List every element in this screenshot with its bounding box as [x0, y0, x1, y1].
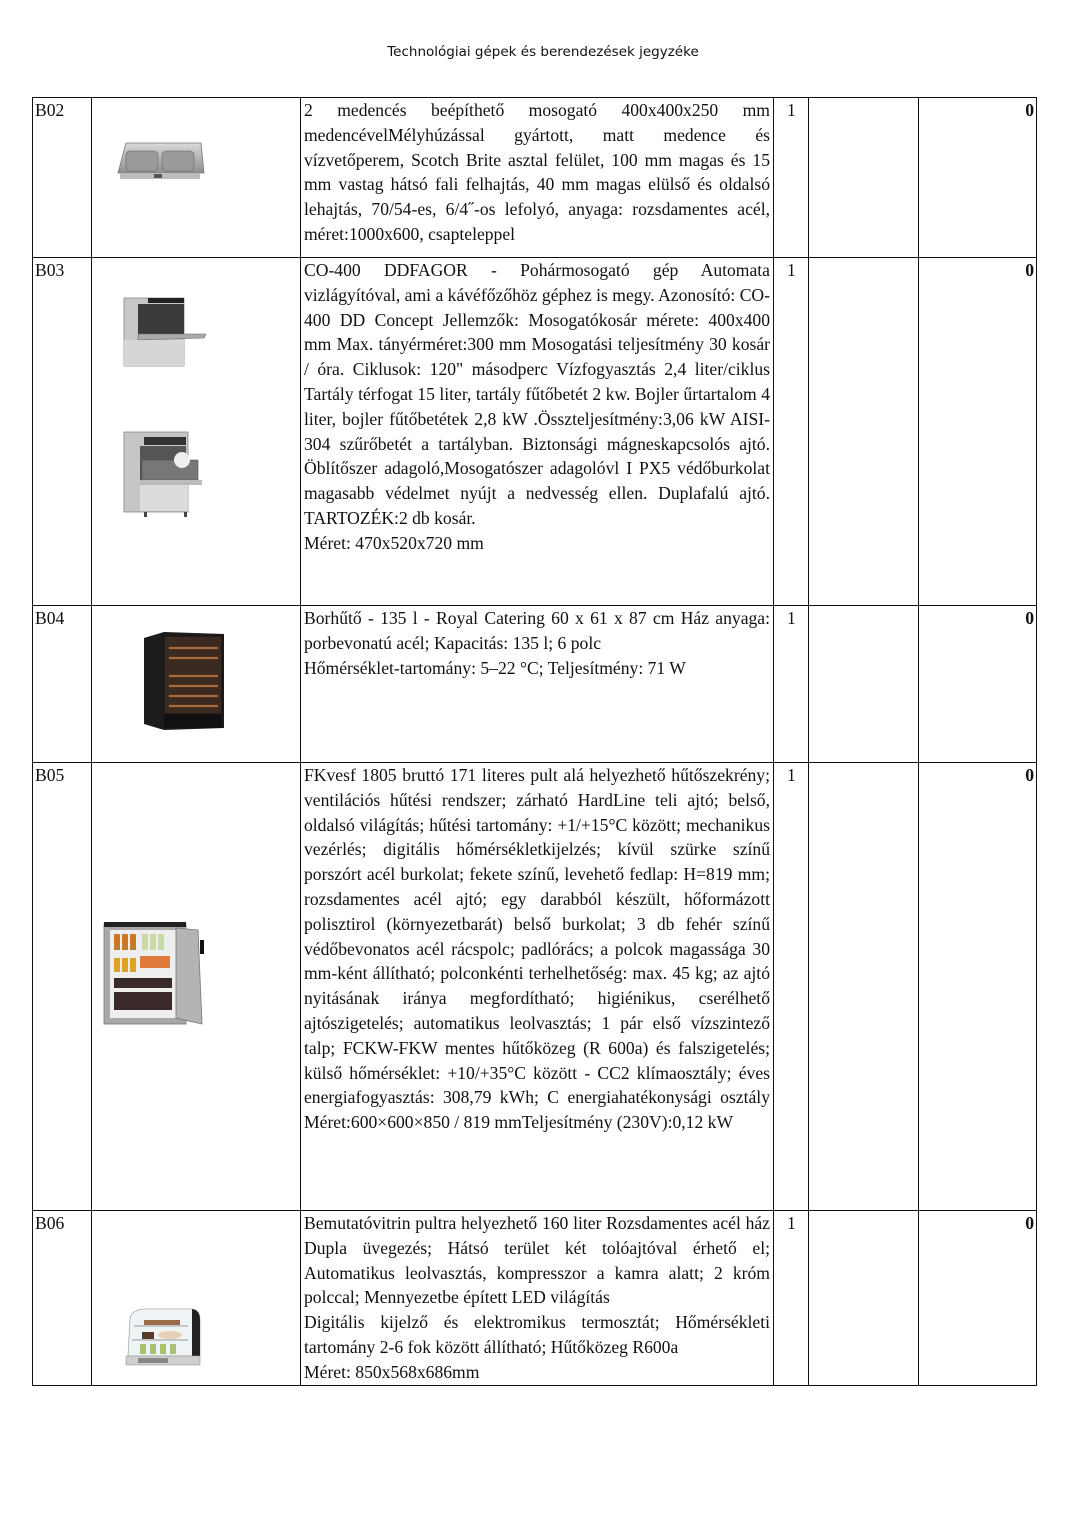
item-unit-price: [809, 1211, 919, 1386]
description-text: CO-400 DDFAGOR - Pohármosogató gép Automata vizlágyítóval, ami a kávéfőzőhöz géphez is megy. Azonosító: CO-400 DD Concept Jellemzők: Mosogatókosár mérete: 400x400 mm Max. tányérméret:300 mm Mosogatási teljesítmény 30 kosár / óra. Ciklusok: 120" másodperc Vízfogyasztás 2,4 liter/ciklus Tartály térfogat 15 liter, tartály fűtőbetét 2 kw. Bojler űrtartalom 4 liter, bojler fűtőbetétek 2,8 kW .Összteljesítmény:3,06 kW AISI-304 szűrőbetét a tartályban. Biztonsági mágneskapcsolós ajtó. Öblítőszer adagoló,Mosogatószer adagolóvl I PX5 védőburkolat magasabb védelmet nyújt a nedvesség ellen. Duplafalú ajtó. TARTOZÉK:2 db kosár.: [304, 260, 770, 528]
item-total: 0: [919, 258, 1037, 606]
item-description: [301, 98, 774, 258]
double-sink-icon: [116, 138, 206, 193]
glass-washer-icon: [122, 294, 212, 369]
description-size: Méret: 850x568x686mm: [304, 1361, 480, 1382]
item-image-cell: [92, 606, 301, 763]
item-quantity: 1: [774, 763, 809, 1211]
table-row: [33, 258, 1037, 606]
item-description: [301, 606, 774, 763]
item-image-cell: [92, 258, 301, 606]
item-unit-price: [809, 606, 919, 763]
item-unit-price: [809, 763, 919, 1211]
description-text: FKvesf 1805 bruttó 171 literes pult alá helyezhető hűtőszekrény; ventilációs hűtési rendszer; zárható HardLine teli ajtó; belső, oldalsó világítás; hűtési tartomány: +1/+15°C között; mechanikus vezérlés; digitális hőmérsékletkijelzés; kívül szürke színű porszórt acél burkolat; fekete színű, levehető fedlap: H=819 mm; rozsdamentes acél ajtó; egy darabból készült, hőformázott polisztirol (környezetbarát) belső burkolat; 3 db fehér színű védőbevonatos acél rácspolc; padlórács; a polcok magassága 30 mm-ként állítható; polconkénti terhelhetőség: max. 45 kg; az ajtó nyitásának iránya megfordítható; higiénikus, cserélhető ajtószigetelés; automatikus leolvasztás; 1 pár első vízszintező talp; FCKW-FKW mentes hűtőközeg (R 600a) és falszigetelés; külső hőmérséklet: +10/+35°C között - CC2 klímaosztály; éves energiafogyasztás: 308,79 kWh; C energiahatékonysági osztály Méret:600×600×850 / 819 mmTeljesítmény (230V):0,12 kW: [304, 765, 770, 1133]
item-image-cell: [92, 98, 301, 258]
display-showcase-icon: [122, 1306, 207, 1366]
description-text: 2 medencés beépíthető mosogató 400x400x250 mm medencévelMélyhúzással gyártott, matt medence és vízvetőperem, Scotch Brite asztal felület, 100 mm magas és 15 mm vastag hátsó fali felhajtás, 40 mm magas elülső és oldalsó lehajtás, 70/54-es, 6/4˝-os lefolyó, anyaga: rozsdamentes acél, méret:1000x600, csapteleppel: [304, 100, 770, 244]
item-quantity: 1: [774, 606, 809, 763]
item-quantity: 1: [774, 98, 809, 258]
item-total: 0: [919, 606, 1037, 763]
description-text: Borhűtő - 135 l - Royal Catering 60 x 61 x 87 cm Ház anyaga: porbevonatú acél; Kapacitás: 135 l; 6 polc: [304, 608, 770, 653]
item-quantity: 1: [774, 258, 809, 606]
table-row: [33, 606, 1037, 763]
item-code: B04: [33, 606, 92, 763]
description-specs: Digitális kijelző és elektromikus termosztát; Hőmérsékleti tartomány 2-6 fok között állítható; Hűtőközeg R600a: [304, 1312, 770, 1357]
table-row: [33, 763, 1037, 1211]
item-unit-price: [809, 98, 919, 258]
table-row: [33, 1211, 1037, 1386]
item-image-cell: [92, 763, 301, 1211]
page-title: Technológiai gépek és berendezések jegyzéke: [387, 44, 699, 60]
item-total: 0: [919, 98, 1037, 258]
undercounter-fridge-icon: [102, 920, 222, 1030]
item-quantity: 1: [774, 1211, 809, 1386]
wine-cooler-icon: [142, 630, 232, 735]
item-total: 0: [919, 1211, 1037, 1386]
item-description: [301, 1211, 774, 1386]
table-row: [33, 98, 1037, 258]
equipment-table: [32, 97, 1037, 1386]
item-description: [301, 763, 774, 1211]
description-size: Méret: 470x520x720 mm: [304, 532, 484, 553]
dishwasher-icon: [122, 430, 212, 520]
item-total: 0: [919, 763, 1037, 1211]
item-code: B06: [33, 1211, 92, 1386]
description-specs: Hőmérséklet-tartomány: 5–22 °C; Teljesítmény: 71 W: [304, 657, 686, 678]
description-text: Bemutatóvitrin pultra helyezhető 160 liter Rozsdamentes acél ház Dupla üvegezés; Hátsó terület két tolóajtóval érhető el; Automatikus leolvasztás, kompresszor a kamra alatt; 2 króm polccal; Mennyezetbe épített LED világítás: [304, 1213, 770, 1308]
item-code: B03: [33, 258, 92, 606]
item-code: B05: [33, 763, 92, 1211]
item-unit-price: [809, 258, 919, 606]
item-image-cell: [92, 1211, 301, 1386]
item-code: B02: [33, 98, 92, 258]
item-description: [301, 258, 774, 606]
